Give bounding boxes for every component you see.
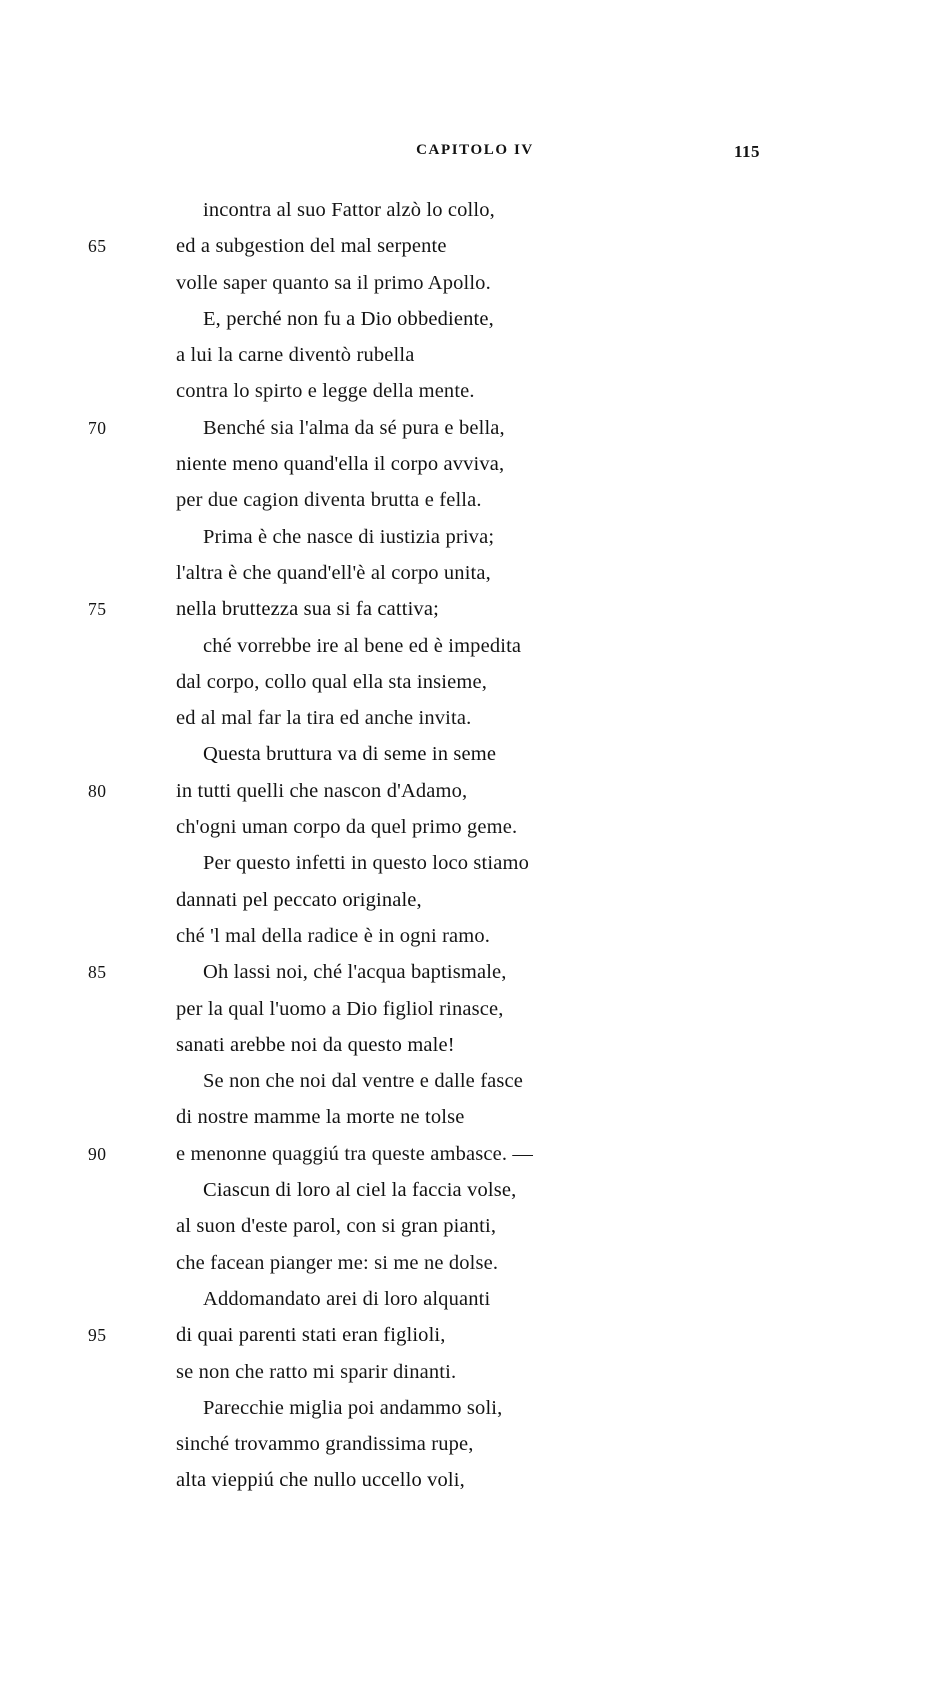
verse-line: [0, 1136, 950, 1172]
verse-line: [0, 1208, 950, 1244]
verse-line: [0, 1462, 950, 1498]
verse-line: [0, 882, 950, 918]
verse-line-number: 95: [88, 1325, 107, 1346]
verse-line: [0, 591, 950, 627]
verse-text: di quai parenti stati eran figlioli,: [176, 1324, 446, 1347]
verse-text: Se non che noi dal ventre e dalle fasce: [203, 1070, 524, 1093]
verse-line: [0, 809, 950, 845]
verse-line: [0, 1390, 950, 1426]
verse-line: [0, 1426, 950, 1462]
verse-text: nella bruttezza sua si fa cattiva;: [176, 598, 439, 621]
verse-text: Ciascun di loro al ciel la faccia volse,: [203, 1179, 517, 1202]
verse-text: e menonne quaggiú tra queste ambasce. —: [176, 1142, 534, 1165]
verse-line: [0, 373, 950, 409]
verse-line: [0, 301, 950, 337]
verse-line: [0, 265, 950, 301]
verse-text: E, perché non fu a Dio obbediente,: [203, 307, 494, 330]
verse-line: [0, 845, 950, 881]
verse-text: Questa bruttura va di seme in seme: [203, 743, 497, 766]
verse-text: a lui la carne diventò rubella: [176, 344, 415, 367]
verse-line: [0, 1172, 950, 1208]
page-number: 115: [733, 142, 760, 161]
verse-line: [0, 192, 950, 228]
verse-text: volle saper quanto sa il primo Apollo.: [176, 271, 491, 294]
verse-line-number: 80: [88, 780, 107, 801]
verse-text: ché vorrebbe ire al bene ed è impedita: [203, 634, 522, 657]
verse-text: sanati arebbe noi da questo male!: [176, 1033, 455, 1056]
verse-line: [0, 1063, 950, 1099]
verse-text: dannati pel peccato originale,: [176, 888, 422, 911]
verse-text: per due cagion diventa brutta e fella.: [176, 489, 482, 512]
verse-text: alta vieppiú che nullo uccello voli,: [176, 1469, 465, 1492]
verse-line: [0, 410, 950, 446]
verse-line: [0, 1027, 950, 1063]
running-head: [0, 142, 950, 164]
verse-line: [0, 555, 950, 591]
verse-text: di nostre mamme la morte ne tolse: [176, 1106, 465, 1129]
verse-text: Oh lassi noi, ché l'acqua baptismale,: [203, 961, 507, 984]
verse-line: [0, 954, 950, 990]
verse-text: contra lo spirto e legge della mente.: [176, 380, 475, 403]
verse-text: Per questo infetti in questo loco stiamo: [203, 852, 529, 875]
verse-text: in tutti quelli che nascon d'Adamo,: [176, 779, 468, 802]
verse-line-number: 85: [88, 962, 107, 983]
verse-line: [0, 1245, 950, 1281]
poem-body: [0, 192, 950, 1499]
verse-line: [0, 991, 950, 1027]
verse-text: ed al mal far la tira ed anche invita.: [176, 707, 472, 730]
verse-line: [0, 918, 950, 954]
verse-text: se non che ratto mi sparir dinanti.: [176, 1360, 457, 1383]
verse-text: ed a subgestion del mal serpente: [176, 235, 447, 258]
verse-line: [0, 664, 950, 700]
verse-line: [0, 1281, 950, 1317]
verse-line: [0, 1354, 950, 1390]
verse-text: per la qual l'uomo a Dio figliol rinasce,: [176, 997, 504, 1020]
verse-line-number: 90: [88, 1143, 107, 1164]
verse-text: niente meno quand'ella il corpo avviva,: [176, 453, 505, 476]
verse-line-number: 70: [88, 417, 107, 438]
verse-line: [0, 736, 950, 772]
verse-text: Prima è che nasce di iustizia priva;: [203, 525, 495, 548]
verse-line: [0, 482, 950, 518]
verse-text: ch'ogni uman corpo da quel primo geme.: [176, 816, 518, 839]
verse-line: [0, 773, 950, 809]
verse-line: [0, 228, 950, 264]
running-title: CAPITOLO IV: [416, 142, 534, 158]
verse-line: [0, 700, 950, 736]
verse-text: ché 'l mal della radice è in ogni ramo.: [176, 924, 491, 947]
verse-text: al suon d'este parol, con si gran pianti,: [176, 1215, 497, 1238]
verse-line: [0, 446, 950, 482]
verse-line: [0, 519, 950, 555]
verse-line: [0, 628, 950, 664]
verse-line: [0, 1099, 950, 1135]
verse-line: [0, 337, 950, 373]
verse-text: incontra al suo Fattor alzò lo collo,: [203, 199, 495, 221]
verse-line-number: 75: [88, 599, 107, 620]
verse-text: sinché trovammo grandissima rupe,: [176, 1433, 474, 1456]
verse-text: Benché sia l'alma da sé pura e bella,: [203, 416, 505, 439]
verse-text: Addomandato arei di loro alquanti: [203, 1287, 491, 1310]
verse-line: [0, 1317, 950, 1353]
verse-text: l'altra è che quand'ell'è al corpo unita,: [176, 561, 491, 584]
verse-text: dal corpo, collo qual ella sta insieme,: [176, 670, 487, 693]
verse-text: Parecchie miglia poi andammo soli,: [203, 1396, 503, 1419]
verse-text: che facean pianger me: si me ne dolse.: [176, 1251, 499, 1274]
verse-line-number: 65: [88, 236, 107, 257]
